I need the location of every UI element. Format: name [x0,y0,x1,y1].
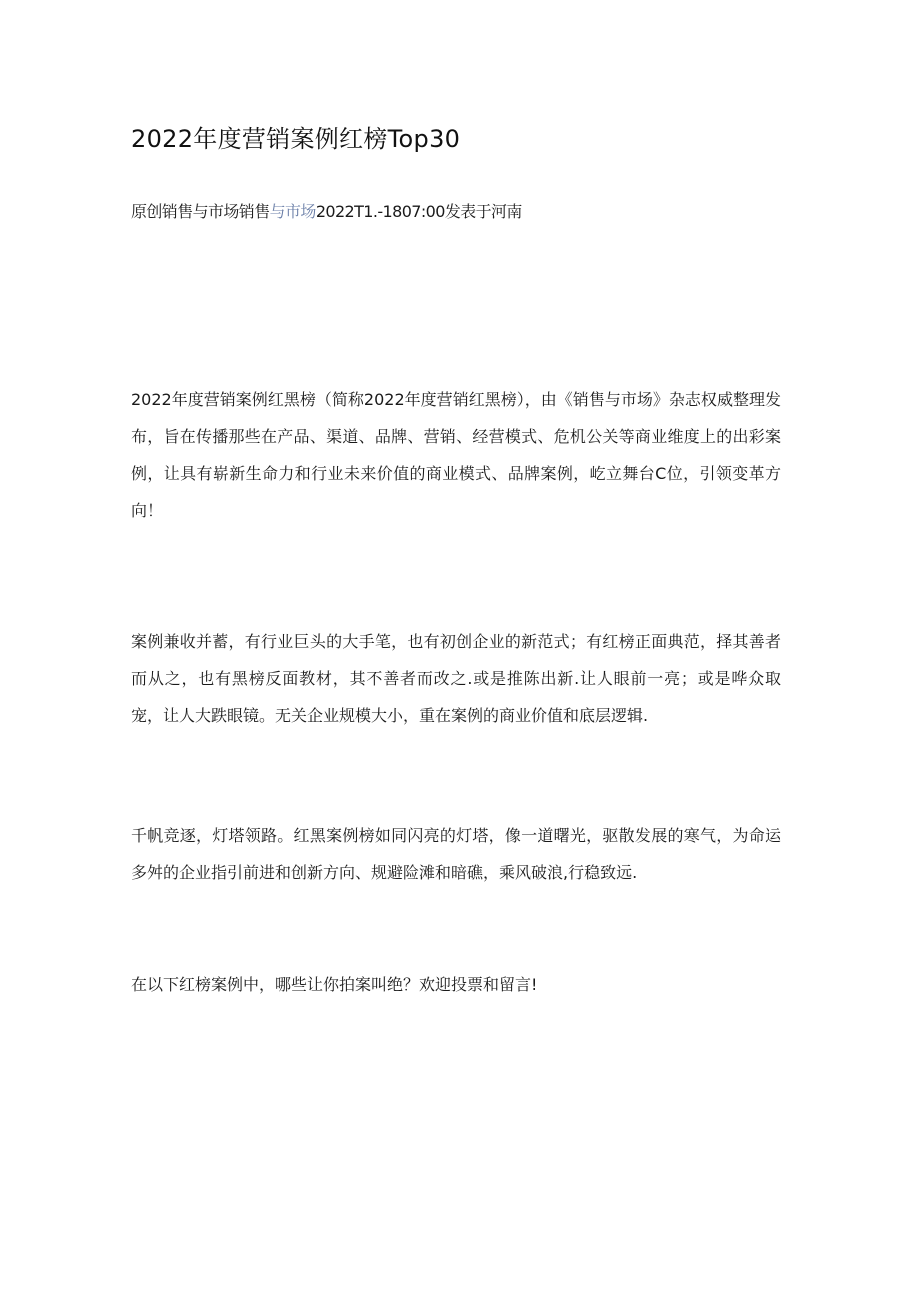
meta-link[interactable]: 与市场 [269,202,316,221]
article-title: 2022年度营销案例红榜Top30 [131,125,461,153]
paragraph-lighthouse: 千帆竞逐，灯塔领路。红黑案例榜如同闪亮的灯塔，像一道曙光，驱散发展的寒气，为命运多舛的企业指引前进和创新方向、规避险滩和暗礁，乘风破浪,行稳致远. [131,826,781,882]
article-meta [131,199,831,225]
paragraph-cases: 案例兼收并蓄，有行业巨头的大手笔，也有初创企业的新范式；有红榜正面典范，择其善者而从之，也有黑榜反面教材，其不善者而改之.或是推陈出新.让人眼前一亮；或是哗众取宠，让人大跌眼镜。无关企业规模大小，重在案例的商业价值和底层逻辑. [131,632,781,725]
meta-suffix: 2022T1.-1807:00发表于河南 [315,202,522,221]
meta-prefix: 原创销售与市场销售 [131,202,270,221]
paragraph-vote: 在以下红榜案例中，哪些让你拍案叫绝？欢迎投票和留言! [131,975,538,994]
paragraph-intro: 2022年度营销案例红黑榜（简称2022年度营销红黑榜），由《销售与市场》杂志权威整理发布，旨在传播那些在产品、渠道、品牌、营销、经营模式、危机公关等商业维度上的出彩案例，让具有崭新生命力和行业未来价值的商业模式、品牌案例，屹立舞台C位，引领变革方向！ [131,390,781,520]
